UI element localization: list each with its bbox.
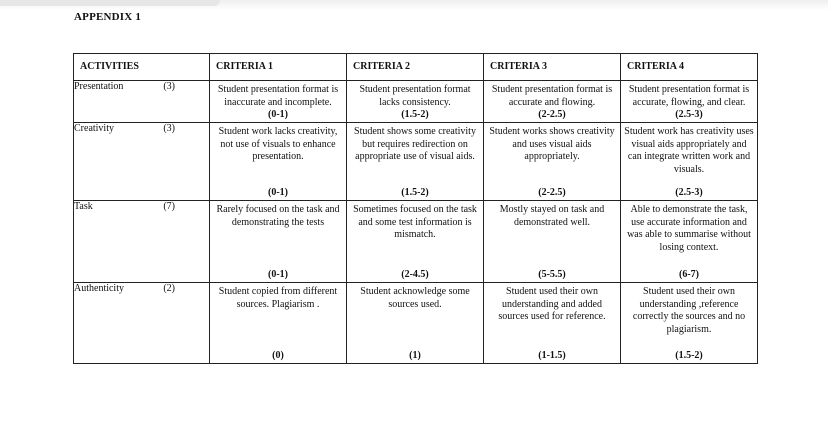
criteria-score: (2-4.5)	[401, 268, 429, 280]
activity-name: Presentation	[74, 81, 124, 92]
criteria-description: Rarely focused on the task and demonstrating the tests	[216, 204, 340, 228]
activity-name: Task	[74, 201, 93, 212]
criteria-description: Student copied from different sources. Plagiarism .	[218, 286, 338, 310]
criteria-score: (0-1)	[268, 109, 288, 120]
criteria-score: (1)	[409, 349, 421, 361]
header-criteria-2: CRITERIA 2	[347, 54, 484, 81]
criteria-score: (2-2.5)	[538, 109, 566, 120]
criteria-cell	[347, 81, 484, 123]
table-row	[74, 81, 758, 123]
activity-weight: (3)	[163, 123, 175, 134]
criteria-description: Mostly stayed on task and demonstrated well.	[499, 204, 605, 228]
criteria-description: Sometimes focused on the task and some test information is mismatch.	[353, 204, 477, 240]
activity-cell	[74, 81, 210, 123]
criteria-cell	[210, 123, 347, 201]
criteria-cell	[210, 201, 347, 283]
criteria-score: (0-1)	[268, 268, 288, 280]
criteria-score: (2-2.5)	[538, 186, 566, 198]
criteria-cell	[484, 201, 621, 283]
header-criteria-3: CRITERIA 3	[484, 54, 621, 81]
criteria-cell	[621, 283, 758, 364]
header-criteria-1: CRITERIA 1	[210, 54, 347, 81]
criteria-description: Student acknowledge some sources used.	[360, 286, 470, 310]
criteria-cell	[484, 81, 621, 123]
criteria-description: Student work has creativity uses visual aids appropriately and can integrate written work and visuals.	[624, 126, 754, 175]
page-title: APPENDIX 1	[74, 11, 142, 23]
criteria-cell	[621, 201, 758, 283]
header-activities: ACTIVITIES	[74, 54, 210, 81]
table-row	[74, 201, 758, 283]
criteria-cell	[210, 81, 347, 123]
header-row	[74, 54, 758, 81]
criteria-description: Student presentation format is inaccurate and incomplete.	[217, 84, 339, 108]
criteria-description: Student used their own understanding ,reference correctly the sources and no plagiarism.	[632, 286, 746, 335]
rubric-table	[73, 53, 758, 364]
criteria-score: (6-7)	[679, 268, 699, 280]
table-row	[74, 283, 758, 364]
criteria-cell	[484, 123, 621, 201]
criteria-cell	[621, 81, 758, 123]
criteria-score: (1.5-2)	[401, 186, 429, 198]
page-top-tab	[0, 0, 220, 6]
activity-weight: (2)	[163, 283, 175, 294]
activity-name: Creativity	[74, 123, 114, 134]
header-criteria-4: CRITERIA 4	[621, 54, 758, 81]
criteria-cell	[484, 283, 621, 364]
activity-cell	[74, 201, 210, 283]
criteria-score: (1-1.5)	[538, 349, 566, 361]
criteria-score: (0-1)	[268, 186, 288, 198]
criteria-description: Student shows some creativity but requires redirection on appropriate use of visual aids.	[354, 126, 476, 162]
activity-cell	[74, 283, 210, 364]
activity-weight: (3)	[163, 81, 175, 92]
criteria-score: (0)	[272, 349, 284, 361]
criteria-description: Student presentation format is accurate and flowing.	[491, 84, 613, 108]
activity-cell	[74, 123, 210, 201]
criteria-description: Student work lacks creativity, not use of visuals to enhance presentation.	[218, 126, 338, 162]
criteria-cell	[621, 123, 758, 201]
criteria-score: (5-5.5)	[538, 268, 566, 280]
criteria-cell	[347, 123, 484, 201]
criteria-description: Student works shows creativity and uses visual aids appropriately.	[489, 126, 615, 162]
criteria-score: (2.5-3)	[675, 186, 703, 198]
table-row	[74, 123, 758, 201]
criteria-description: Student presentation format lacks consistency.	[359, 84, 471, 108]
activity-name: Authenticity	[74, 283, 124, 294]
criteria-cell	[347, 201, 484, 283]
criteria-score: (2.5-3)	[675, 109, 703, 120]
criteria-score: (1.5-2)	[401, 108, 429, 120]
criteria-cell	[210, 283, 347, 364]
criteria-cell	[347, 283, 484, 364]
criteria-description: Student used their own understanding and added sources used for reference.	[498, 286, 606, 322]
criteria-description: Able to demonstrate the task, use accurate information and was able to summarise without losing context.	[627, 204, 751, 253]
activity-weight: (7)	[163, 201, 175, 212]
criteria-description: Student presentation format is accurate, flowing, and clear.	[628, 84, 750, 108]
criteria-score: (1.5-2)	[675, 349, 703, 361]
